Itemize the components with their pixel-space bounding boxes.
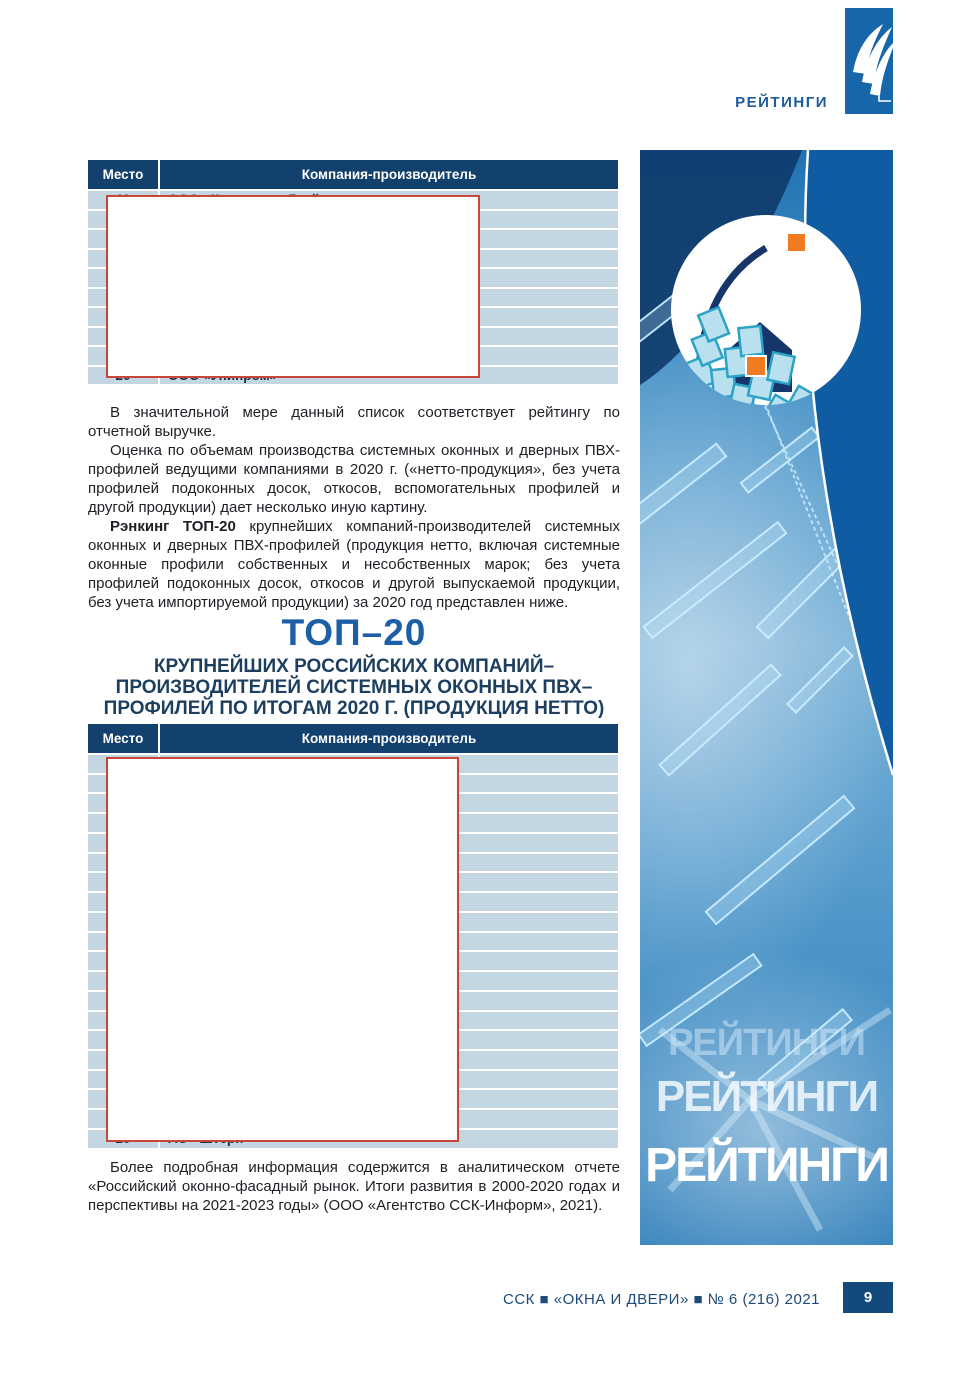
paragraph: Более подробная информация содержится в аналитическом отчете «Российский оконно-фасадный рынок. Итоги развития в 2000-2020 годах и перспективы на 2021-2023 годы» (ООО «Агентство ССК-Информ», 2021).	[88, 1159, 620, 1214]
table-header	[88, 724, 618, 753]
redaction-box	[106, 195, 480, 378]
redaction-box	[106, 757, 459, 1142]
orange-accent-square	[788, 234, 805, 251]
orange-window-square	[746, 356, 766, 376]
paragraph: Оценка по объемам производства системных оконных и дверных ПВХ-профилей ведущими компаниями в 2020 г. («нетто-продукция», без учета профилей подоконных досок, откосов, вспомогательных профилей и другой продукции) дает несколько иную картину.	[88, 442, 620, 516]
subtitle-line: КРУПНЕЙШИХ РОССИЙСКИХ КОМПАНИЙ–	[153, 656, 555, 677]
paragraph	[88, 517, 620, 612]
watermark-ratings: РЕЙТИНГИ	[668, 1022, 865, 1064]
top20-subtitle	[78, 656, 630, 719]
column-header-place: Место	[88, 724, 158, 753]
intro-paragraphs	[88, 403, 620, 612]
top20-title: ТОП–20	[281, 612, 427, 653]
column-header-company: Компания-производитель	[160, 724, 618, 753]
publisher-fan-icon	[845, 8, 893, 114]
paragraph: В значительной мере данный список соответствует рейтингу по отчетной выручке.	[88, 404, 620, 440]
paragraph-lead: Рэнкинг ТОП-20	[110, 518, 236, 535]
publisher-logo	[845, 8, 893, 114]
paragraph-rest: крупнейших компаний-производителей системных оконных и дверных ПВХ-профилей (продукция нетто, включая системные оконные профили собственных и несобственных марок; без учета профилей подоконных досок, откосов и другой выпускаемой продукции, без учета импортируемой продукции) за 2020 год представлен ниже.	[88, 518, 620, 611]
subtitle-line: ПРОФИЛЕЙ ПО ИТОГАМ 2020 Г. (ПРОДУКЦИЯ НЕТТО)	[103, 698, 605, 719]
watermark-ratings: РЕЙТИНГИ	[645, 1139, 888, 1192]
footer-imprint: ССК ■ «ОКНА И ДВЕРИ» ■ № 6 (216) 2021	[502, 1291, 820, 1308]
subtitle-line: ПРОИЗВОДИТЕЛЕЙ СИСТЕМНЫХ ОКОННЫХ ПВХ–	[115, 677, 593, 698]
column-header-company: Компания-производитель	[160, 160, 618, 189]
column-header-place: Место	[88, 160, 158, 189]
section-label: РЕЙТИНГИ	[735, 94, 828, 111]
page-number: 9	[843, 1282, 893, 1313]
table-header	[88, 160, 618, 189]
watermark-ratings: РЕЙТИНГИ	[655, 1072, 878, 1121]
outro-paragraph	[88, 1158, 620, 1215]
